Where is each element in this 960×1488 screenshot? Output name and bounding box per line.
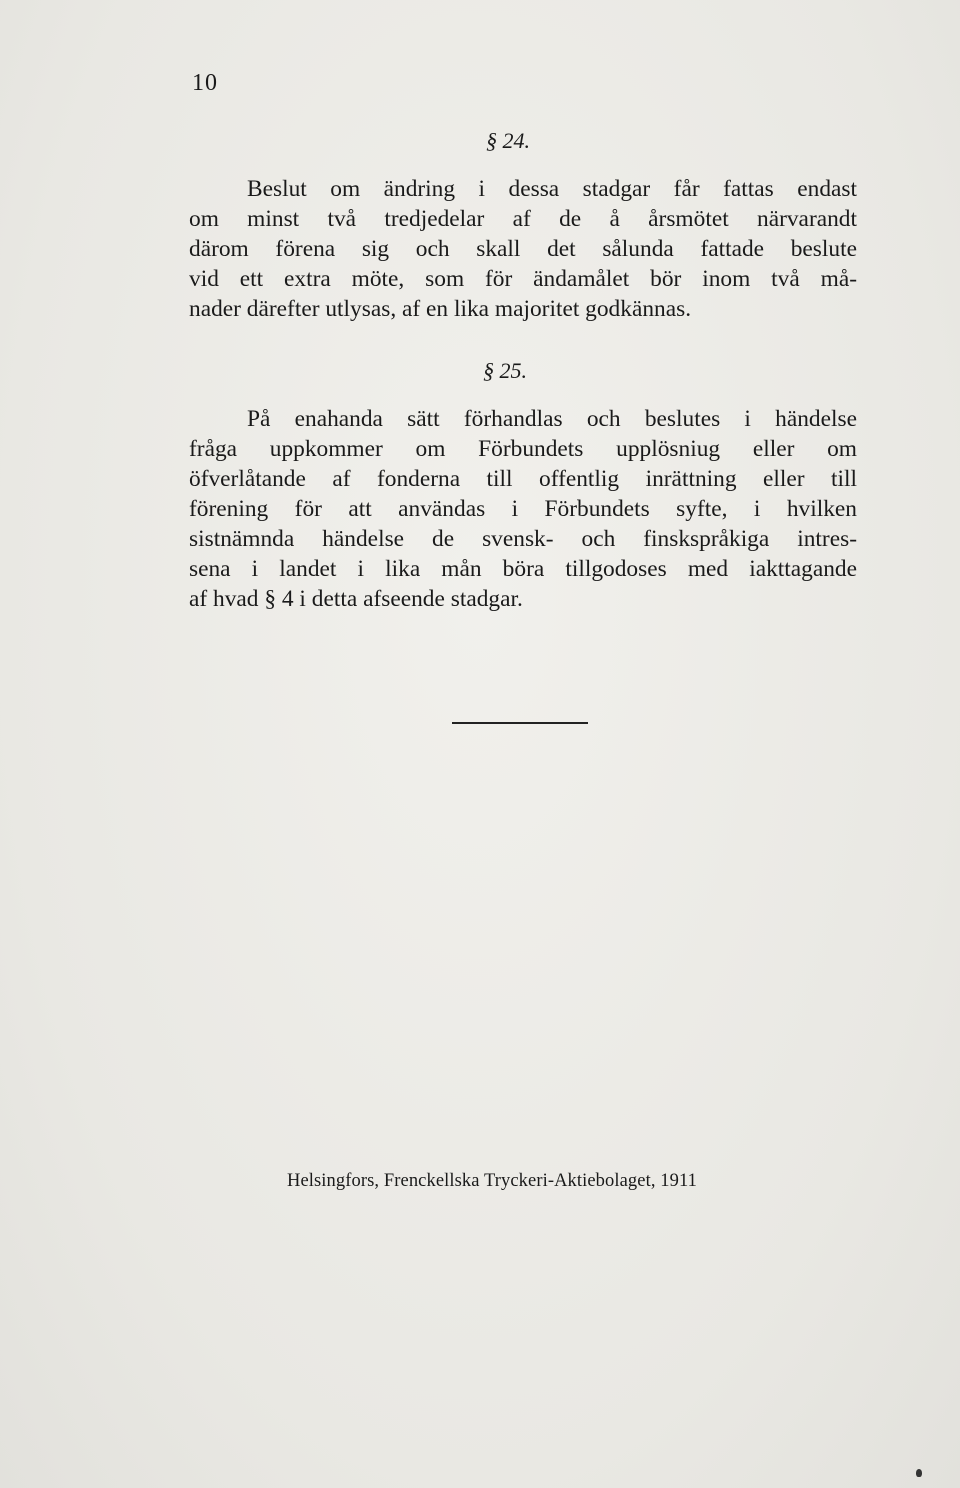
paragraph-line: nader därefter utlysas, af en lika majoritet godkännas. (189, 296, 692, 322)
paragraph-line: fråga uppkommer om Förbundets upplösniug eller om (189, 436, 857, 462)
printer-imprint: Helsingfors, Frenckellska Tryckeri-Aktiebolaget, 1911 (287, 1171, 697, 1191)
paragraph-line: om minst två tredjedelar af de å årsmötet närvarandt (189, 206, 857, 232)
section-25-paragraph (189, 404, 857, 614)
section-24-heading: § 24. (486, 128, 530, 153)
paragraph-line: öfverlåtande af fonderna till offentlig inrättning eller till (189, 466, 857, 492)
section-25-heading: § 25. (483, 358, 527, 383)
section-24-paragraph (189, 174, 857, 324)
paragraph-line: därom förena sig och skall det sålunda fattade beslute (189, 236, 857, 262)
paragraph-line: af hvad § 4 i detta afseende stadgar. (189, 586, 523, 612)
paragraph-line: sistnämnda händelse de svensk- och finskspråkiga intres- (189, 526, 857, 552)
paragraph-line: sena i landet i lika mån böra tillgodoses med iakttagande (189, 556, 857, 582)
paragraph-line: vid ett extra möte, som för ändamålet bör inom två må- (189, 266, 857, 292)
paragraph-line: Beslut om ändring i dessa stadgar får fattas endast (247, 176, 857, 202)
page-number: 10 (192, 70, 218, 96)
paragraph-line: På enahanda sätt förhandlas och beslutes i händelse (247, 406, 857, 432)
ink-speck (916, 1469, 922, 1477)
end-rule-divider (452, 722, 588, 724)
paragraph-line: förening för att användas i Förbundets syfte, i hvilken (189, 496, 857, 522)
